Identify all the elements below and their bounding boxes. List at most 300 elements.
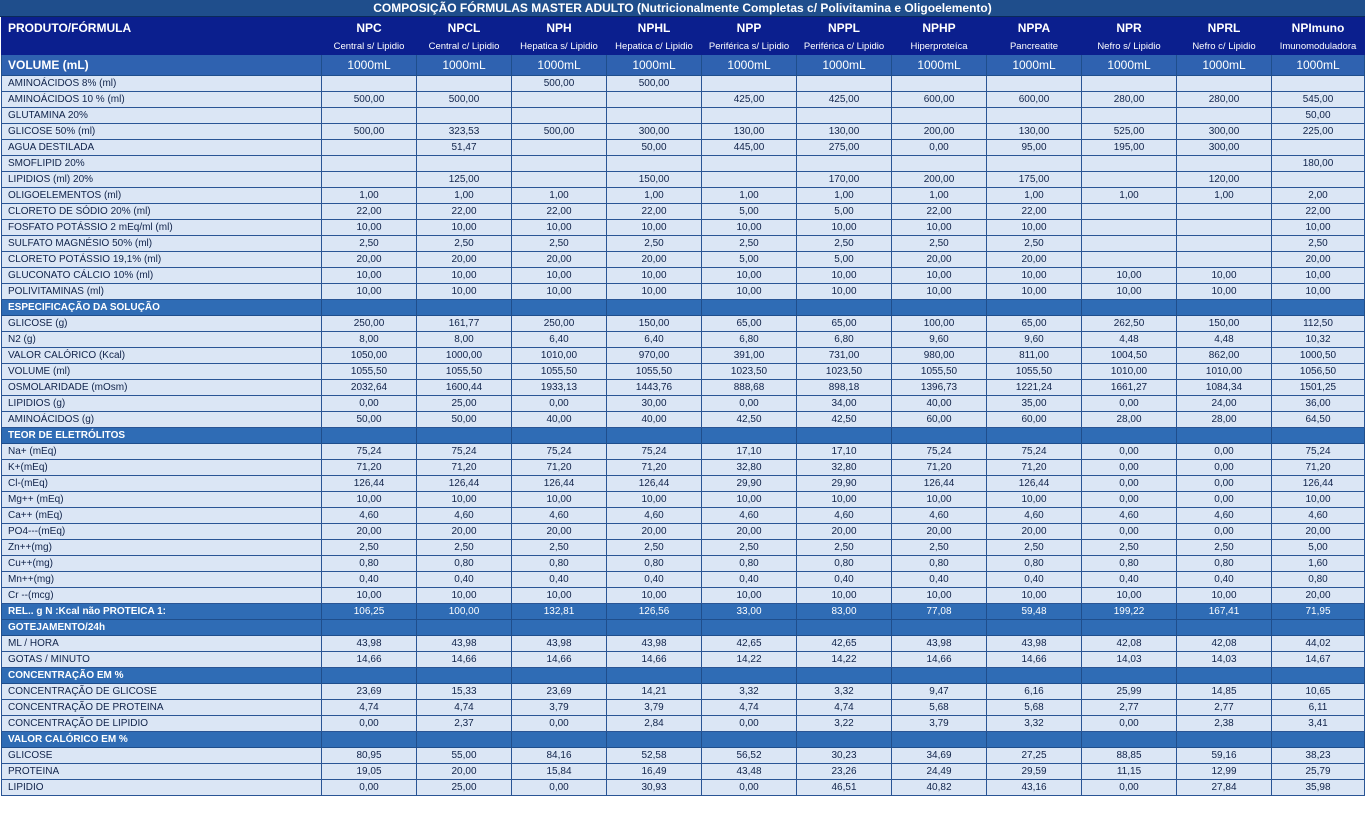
table-cell: 16,49: [607, 764, 702, 780]
table-row: [2, 508, 1365, 524]
table-cell: 120,00: [1177, 172, 1272, 188]
table-cell: 10,00: [1272, 268, 1365, 284]
table-cell: 0,00: [702, 396, 797, 412]
table-cell: 10,00: [417, 284, 512, 300]
table-cell: 29,90: [702, 476, 797, 492]
table-cell: 0,00: [1177, 492, 1272, 508]
row-label: N2 (g): [2, 332, 322, 348]
table-cell: 19,05: [322, 764, 417, 780]
table-cell: 130,00: [987, 124, 1082, 140]
table-cell: 10,00: [987, 220, 1082, 236]
table-cell: 3,32: [987, 716, 1082, 732]
table-cell: [607, 300, 702, 316]
table-cell: 0,00: [322, 780, 417, 796]
table-cell: [702, 108, 797, 124]
table-cell: 5,00: [797, 204, 892, 220]
table-cell: 43,98: [322, 636, 417, 652]
table-cell: 55,00: [417, 748, 512, 764]
table-cell: 2,50: [702, 540, 797, 556]
table-cell: 40,00: [512, 412, 607, 428]
table-cell: 1055,50: [417, 364, 512, 380]
header-row-descriptions: [2, 38, 1365, 55]
table-cell: 2,50: [1272, 236, 1365, 252]
table-cell: 83,00: [797, 604, 892, 620]
table-cell: [1177, 620, 1272, 636]
table-cell: [417, 156, 512, 172]
table-row: [2, 652, 1365, 668]
ratio-row: [2, 604, 1365, 620]
table-cell: [607, 156, 702, 172]
table-cell: 43,98: [607, 636, 702, 652]
table-cell: [1177, 156, 1272, 172]
table-cell: [797, 732, 892, 748]
table-cell: 6,16: [987, 684, 1082, 700]
table-cell: [797, 668, 892, 684]
table-cell: 5,68: [987, 700, 1082, 716]
table-cell: 1000mL: [797, 55, 892, 76]
table-cell: [1177, 76, 1272, 92]
table-cell: [607, 732, 702, 748]
table-cell: 23,26: [797, 764, 892, 780]
table-row: [2, 444, 1365, 460]
table-cell: 0,00: [1082, 396, 1177, 412]
table-cell: [512, 156, 607, 172]
table-cell: 4,60: [987, 508, 1082, 524]
table-cell: 1000mL: [702, 55, 797, 76]
table-cell: 10,00: [417, 588, 512, 604]
row-label: VALOR CALÓRICO (Kcal): [2, 348, 322, 364]
row-label: VOLUME (mL): [2, 55, 322, 76]
table-cell: 10,00: [1177, 588, 1272, 604]
column-code: NPCL: [417, 18, 512, 38]
table-row: [2, 236, 1365, 252]
table-cell: 10,00: [702, 220, 797, 236]
table-cell: 40,00: [892, 396, 987, 412]
table-cell: 1055,50: [322, 364, 417, 380]
table-cell: 75,24: [607, 444, 702, 460]
table-cell: 1055,50: [607, 364, 702, 380]
table-cell: 14,67: [1272, 652, 1365, 668]
table-cell: 23,69: [322, 684, 417, 700]
table-cell: 0,00: [1082, 716, 1177, 732]
table-cell: [1177, 668, 1272, 684]
table-cell: 22,00: [987, 204, 1082, 220]
table-cell: 1000,50: [1272, 348, 1365, 364]
table-cell: 6,80: [797, 332, 892, 348]
table-cell: 14,66: [322, 652, 417, 668]
table-cell: [512, 172, 607, 188]
table-cell: 59,48: [987, 604, 1082, 620]
table-cell: 1000mL: [322, 55, 417, 76]
table-cell: [797, 156, 892, 172]
section-header-row: [2, 300, 1365, 316]
table-cell: 40,82: [892, 780, 987, 796]
table-cell: 126,44: [892, 476, 987, 492]
table-cell: 10,00: [607, 268, 702, 284]
table-cell: 167,41: [1177, 604, 1272, 620]
table-cell: 1084,34: [1177, 380, 1272, 396]
table-cell: 112,50: [1272, 316, 1365, 332]
table-cell: 888,68: [702, 380, 797, 396]
table-cell: 126,44: [322, 476, 417, 492]
table-cell: 500,00: [607, 76, 702, 92]
table-cell: 862,00: [1177, 348, 1272, 364]
table-cell: [607, 668, 702, 684]
table-cell: 150,00: [607, 316, 702, 332]
section-header-row: [2, 620, 1365, 636]
table-cell: 10,00: [702, 284, 797, 300]
table-cell: [702, 668, 797, 684]
table-cell: 34,69: [892, 748, 987, 764]
table-cell: 50,00: [607, 140, 702, 156]
table-cell: 43,98: [417, 636, 512, 652]
table-cell: 0,80: [1272, 572, 1365, 588]
table-cell: 95,00: [987, 140, 1082, 156]
table-cell: [987, 668, 1082, 684]
table-cell: 14,66: [607, 652, 702, 668]
table-cell: 22,00: [512, 204, 607, 220]
table-cell: 2,50: [797, 540, 892, 556]
table-cell: 170,00: [797, 172, 892, 188]
table-cell: 1,00: [892, 188, 987, 204]
table-cell: 275,00: [797, 140, 892, 156]
table-cell: 10,00: [1272, 220, 1365, 236]
table-cell: 1000,00: [417, 348, 512, 364]
table-cell: 71,20: [322, 460, 417, 476]
column-code: NPR: [1082, 18, 1177, 38]
row-label: Cr --(mcg): [2, 588, 322, 604]
table-cell: 1000mL: [1082, 55, 1177, 76]
table-cell: 20,00: [322, 252, 417, 268]
table-cell: 280,00: [1177, 92, 1272, 108]
row-label: GOTEJAMENTO/24h: [2, 620, 322, 636]
table-cell: 10,00: [892, 284, 987, 300]
table-cell: 130,00: [702, 124, 797, 140]
table-cell: 2,50: [322, 236, 417, 252]
table-cell: [1177, 252, 1272, 268]
table-cell: 200,00: [892, 172, 987, 188]
table-cell: [417, 620, 512, 636]
table-cell: 1933,13: [512, 380, 607, 396]
table-cell: [322, 620, 417, 636]
table-cell: 1,00: [512, 188, 607, 204]
row-label: Cu++(mg): [2, 556, 322, 572]
table-cell: 14,22: [797, 652, 892, 668]
table-cell: [1272, 76, 1365, 92]
table-cell: 29,59: [987, 764, 1082, 780]
table-cell: 32,80: [702, 460, 797, 476]
table-cell: 10,00: [797, 220, 892, 236]
table-cell: 43,48: [702, 764, 797, 780]
table-cell: 1,00: [607, 188, 702, 204]
table-row: [2, 92, 1365, 108]
table-row: [2, 172, 1365, 188]
table-row: [2, 460, 1365, 476]
table-cell: 200,00: [892, 124, 987, 140]
row-label: CLORETO DE SÓDIO 20% (ml): [2, 204, 322, 220]
row-label: Cl-(mEq): [2, 476, 322, 492]
table-cell: 2,50: [607, 236, 702, 252]
table-cell: 71,20: [987, 460, 1082, 476]
table-cell: 14,66: [417, 652, 512, 668]
table-cell: 80,95: [322, 748, 417, 764]
table-cell: 14,21: [607, 684, 702, 700]
row-label: Ca++ (mEq): [2, 508, 322, 524]
table-body: [2, 55, 1365, 796]
table-cell: 20,00: [1272, 524, 1365, 540]
table-cell: 811,00: [987, 348, 1082, 364]
table-cell: 1396,73: [892, 380, 987, 396]
table-cell: [322, 300, 417, 316]
table-cell: 2,00: [1272, 188, 1365, 204]
table-cell: [512, 428, 607, 444]
column-description: Periférica c/ Lipidio: [797, 38, 892, 55]
table-cell: [1272, 172, 1365, 188]
section-header-row: [2, 428, 1365, 444]
table-cell: 0,40: [797, 572, 892, 588]
table-cell: [892, 732, 987, 748]
table-cell: 1443,76: [607, 380, 702, 396]
table-cell: [322, 428, 417, 444]
table-cell: [987, 428, 1082, 444]
table-cell: [1272, 668, 1365, 684]
table-cell: 500,00: [512, 76, 607, 92]
table-cell: 17,10: [702, 444, 797, 460]
table-cell: 0,40: [512, 572, 607, 588]
table-cell: [702, 428, 797, 444]
table-cell: 20,00: [512, 252, 607, 268]
table-cell: 391,00: [702, 348, 797, 364]
table-cell: 1010,00: [512, 348, 607, 364]
table-cell: 20,00: [607, 524, 702, 540]
table-cell: 1010,00: [1082, 364, 1177, 380]
table-cell: 1056,50: [1272, 364, 1365, 380]
table-cell: 46,51: [797, 780, 892, 796]
column-description: Nefro s/ Lipidio: [1082, 38, 1177, 55]
table-cell: 50,00: [1272, 108, 1365, 124]
table-row: [2, 716, 1365, 732]
table-cell: 10,00: [512, 492, 607, 508]
table-cell: [1082, 236, 1177, 252]
table-cell: 0,40: [892, 572, 987, 588]
table-cell: [1082, 204, 1177, 220]
table-cell: 600,00: [987, 92, 1082, 108]
table-cell: [1272, 620, 1365, 636]
table-cell: [1082, 220, 1177, 236]
table-cell: 10,00: [797, 588, 892, 604]
table-cell: 10,00: [417, 268, 512, 284]
table-row: [2, 252, 1365, 268]
table-cell: [892, 76, 987, 92]
column-code: NPHP: [892, 18, 987, 38]
table-cell: 52,58: [607, 748, 702, 764]
table-cell: 8,00: [322, 332, 417, 348]
table-cell: 6,40: [607, 332, 702, 348]
table-cell: 43,98: [892, 636, 987, 652]
table-cell: 0,00: [1177, 460, 1272, 476]
table-cell: [1082, 156, 1177, 172]
table-cell: 100,00: [892, 316, 987, 332]
row-label: PROTEINA: [2, 764, 322, 780]
table-cell: 6,11: [1272, 700, 1365, 716]
table-cell: [322, 732, 417, 748]
table-row: [2, 684, 1365, 700]
table-cell: 4,48: [1082, 332, 1177, 348]
table-cell: [987, 300, 1082, 316]
table-cell: 10,00: [512, 588, 607, 604]
table-cell: 22,00: [892, 204, 987, 220]
table-cell: [892, 156, 987, 172]
table-cell: 3,79: [892, 716, 987, 732]
table-cell: [702, 620, 797, 636]
table-cell: 0,80: [1082, 556, 1177, 572]
table-row: [2, 140, 1365, 156]
column-code: NPPA: [987, 18, 1082, 38]
table-cell: 20,00: [1272, 252, 1365, 268]
table-cell: [892, 300, 987, 316]
table-cell: 56,52: [702, 748, 797, 764]
row-label: LIPIDIOS (ml) 20%: [2, 172, 322, 188]
column-description: Periférica s/ Lipidio: [702, 38, 797, 55]
table-cell: [702, 156, 797, 172]
table-cell: 20,00: [987, 252, 1082, 268]
table-cell: 5,00: [1272, 540, 1365, 556]
row-label: GLICOSE (g): [2, 316, 322, 332]
column-description: Central s/ Lipidio: [322, 38, 417, 55]
table-cell: [797, 620, 892, 636]
column-description: Hepatica c/ Lipidio: [607, 38, 702, 55]
row-label: POLIVITAMINAS (ml): [2, 284, 322, 300]
table-cell: 1600,44: [417, 380, 512, 396]
table-cell: 445,00: [702, 140, 797, 156]
table-cell: 42,08: [1177, 636, 1272, 652]
table-cell: 25,00: [417, 780, 512, 796]
table-cell: 1000mL: [987, 55, 1082, 76]
table-cell: 3,32: [702, 684, 797, 700]
table-cell: 3,79: [607, 700, 702, 716]
table-row: [2, 492, 1365, 508]
table-cell: 4,60: [607, 508, 702, 524]
table-cell: 71,20: [892, 460, 987, 476]
column-code: NPPL: [797, 18, 892, 38]
table-cell: 0,40: [702, 572, 797, 588]
table-cell: [1082, 172, 1177, 188]
table-cell: 300,00: [607, 124, 702, 140]
table-cell: 71,20: [1272, 460, 1365, 476]
table-cell: 1,60: [1272, 556, 1365, 572]
table-cell: 0,40: [417, 572, 512, 588]
column-description: Central c/ Lipidio: [417, 38, 512, 55]
table-cell: 10,00: [607, 588, 702, 604]
table-cell: 65,00: [702, 316, 797, 332]
table-cell: 0,00: [1082, 524, 1177, 540]
table-cell: [702, 732, 797, 748]
row-label: Mg++ (mEq): [2, 492, 322, 508]
table-cell: 0,00: [1177, 476, 1272, 492]
table-cell: 10,32: [1272, 332, 1365, 348]
table-cell: 4,60: [322, 508, 417, 524]
table-cell: 0,00: [1082, 460, 1177, 476]
table-row: [2, 204, 1365, 220]
table-cell: 425,00: [797, 92, 892, 108]
table-cell: 64,50: [1272, 412, 1365, 428]
row-label: CONCENTRAÇÃO DE GLICOSE: [2, 684, 322, 700]
table-cell: [1082, 620, 1177, 636]
table-cell: 10,00: [797, 268, 892, 284]
table-cell: 180,00: [1272, 156, 1365, 172]
table-cell: 4,74: [417, 700, 512, 716]
table-cell: 1000mL: [1272, 55, 1365, 76]
table-cell: 10,00: [987, 492, 1082, 508]
table-cell: 1000mL: [1177, 55, 1272, 76]
table-cell: [1082, 252, 1177, 268]
table-cell: 20,00: [417, 524, 512, 540]
table-cell: [607, 620, 702, 636]
table-cell: [607, 108, 702, 124]
table-cell: 0,80: [417, 556, 512, 572]
table-cell: 15,33: [417, 684, 512, 700]
table-cell: [512, 108, 607, 124]
table-cell: 65,00: [987, 316, 1082, 332]
table-cell: 1004,50: [1082, 348, 1177, 364]
row-label: ESPECIFICAÇÃO DA SOLUÇÃO: [2, 300, 322, 316]
table-row: [2, 76, 1365, 92]
table-cell: 126,44: [607, 476, 702, 492]
table-cell: 59,16: [1177, 748, 1272, 764]
table-cell: 2,38: [1177, 716, 1272, 732]
table-cell: 60,00: [987, 412, 1082, 428]
table-cell: 4,74: [702, 700, 797, 716]
table-cell: [702, 300, 797, 316]
table-cell: 4,48: [1177, 332, 1272, 348]
table-cell: 35,98: [1272, 780, 1365, 796]
table-cell: 1055,50: [892, 364, 987, 380]
table-cell: 43,98: [512, 636, 607, 652]
table-cell: 10,00: [987, 588, 1082, 604]
table-row: [2, 764, 1365, 780]
column-description: Nefro c/ Lipidio: [1177, 38, 1272, 55]
table-cell: 30,23: [797, 748, 892, 764]
table-cell: 2,77: [1082, 700, 1177, 716]
row-label: AGUA DESTILADA: [2, 140, 322, 156]
table-cell: 0,80: [987, 556, 1082, 572]
table-cell: 22,00: [322, 204, 417, 220]
table-cell: 3,32: [797, 684, 892, 700]
table-cell: 126,56: [607, 604, 702, 620]
table-cell: [987, 156, 1082, 172]
table-cell: 175,00: [987, 172, 1082, 188]
table-cell: 1023,50: [797, 364, 892, 380]
table-cell: 10,00: [1177, 284, 1272, 300]
row-label: AMINOÁCIDOS 8% (ml): [2, 76, 322, 92]
table-cell: 262,50: [1082, 316, 1177, 332]
table-cell: 14,03: [1082, 652, 1177, 668]
row-label: CONCENTRAÇÃO EM %: [2, 668, 322, 684]
table-cell: 1023,50: [702, 364, 797, 380]
table-cell: 28,00: [1177, 412, 1272, 428]
table-row: [2, 572, 1365, 588]
table-cell: 20,00: [702, 524, 797, 540]
table-cell: 0,80: [702, 556, 797, 572]
table-cell: 2032,64: [322, 380, 417, 396]
table-cell: 42,08: [1082, 636, 1177, 652]
table-cell: [1272, 428, 1365, 444]
table-cell: 9,60: [987, 332, 1082, 348]
table-cell: [892, 428, 987, 444]
table-cell: 2,50: [1177, 540, 1272, 556]
table-cell: 65,00: [797, 316, 892, 332]
table-cell: 2,37: [417, 716, 512, 732]
